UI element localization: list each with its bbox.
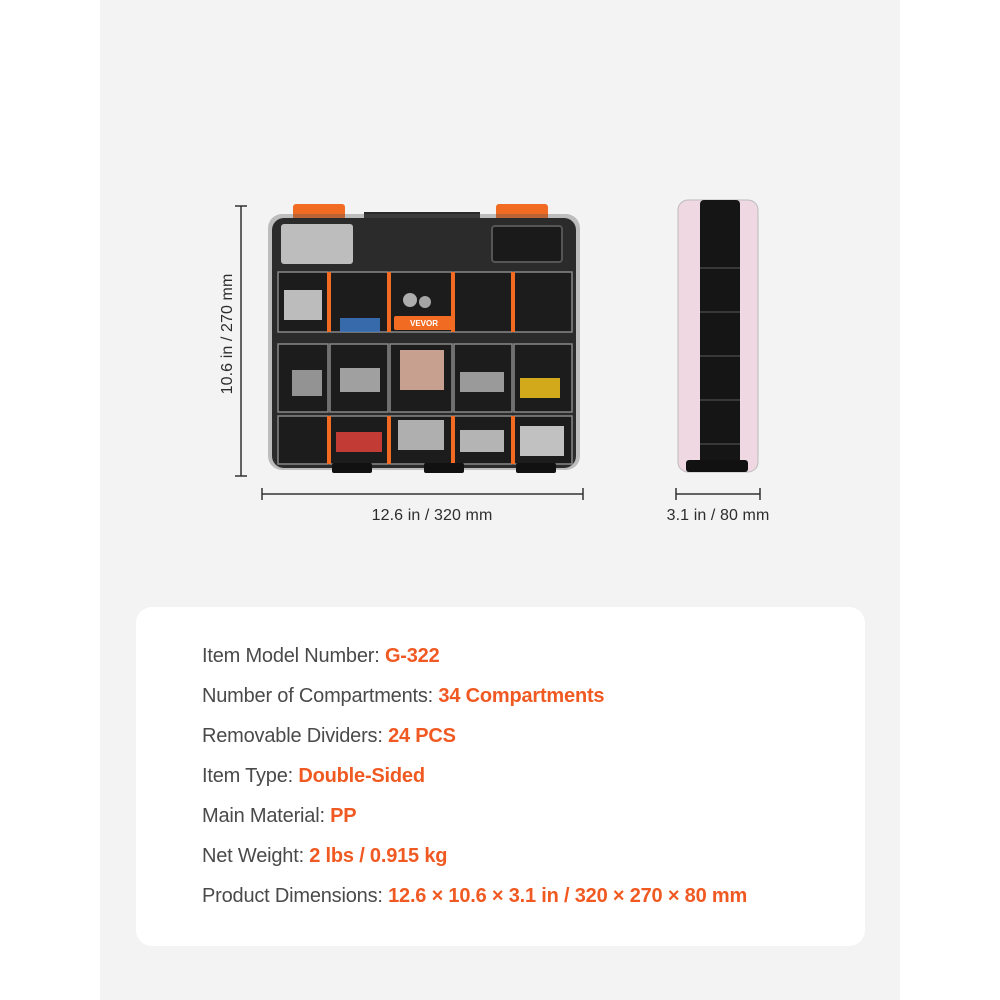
spec-value: G-322 xyxy=(384,645,440,667)
spec-value: 24 PCS xyxy=(388,725,456,747)
spec-row-dividers xyxy=(202,724,456,748)
specifications-card xyxy=(136,607,865,946)
spec-label: Item Type: xyxy=(202,765,299,787)
spec-label: Item Model Number: xyxy=(202,645,385,667)
spec-label: Net Weight: xyxy=(202,845,310,867)
spec-row-net-weight xyxy=(202,844,447,868)
spec-value: 2 lbs / 0.915 kg xyxy=(309,845,448,867)
case-front-view xyxy=(268,204,580,473)
case-side-view xyxy=(678,200,758,472)
spec-row-model-number xyxy=(202,644,440,668)
spec-label: Removable Dividers: xyxy=(202,725,389,747)
spec-value: Double-Sided xyxy=(298,765,425,787)
depth-dimension-label: 3.1 in / 80 mm xyxy=(666,507,770,524)
height-dimension-label: 10.6 in / 270 mm xyxy=(219,273,236,395)
spec-label: Number of Compartments: xyxy=(202,685,439,707)
spec-row-product-dimensions xyxy=(202,884,747,908)
spec-row-material xyxy=(202,804,356,828)
spec-row-compartments xyxy=(202,684,604,708)
brand-label-text: VEVOR xyxy=(409,319,439,328)
spec-label: Product Dimensions: xyxy=(202,885,389,907)
width-dimension-line xyxy=(262,488,583,500)
width-dimension-label: 12.6 in / 320 mm xyxy=(371,507,493,524)
depth-dimension-line xyxy=(676,488,760,500)
spec-row-item-type xyxy=(202,764,425,788)
spec-value: 12.6 × 10.6 × 3.1 in / 320 × 270 × 80 mm xyxy=(388,885,748,907)
spec-value: PP xyxy=(330,805,357,827)
spec-value: 34 Compartments xyxy=(438,685,605,707)
spec-label: Main Material: xyxy=(202,805,331,827)
